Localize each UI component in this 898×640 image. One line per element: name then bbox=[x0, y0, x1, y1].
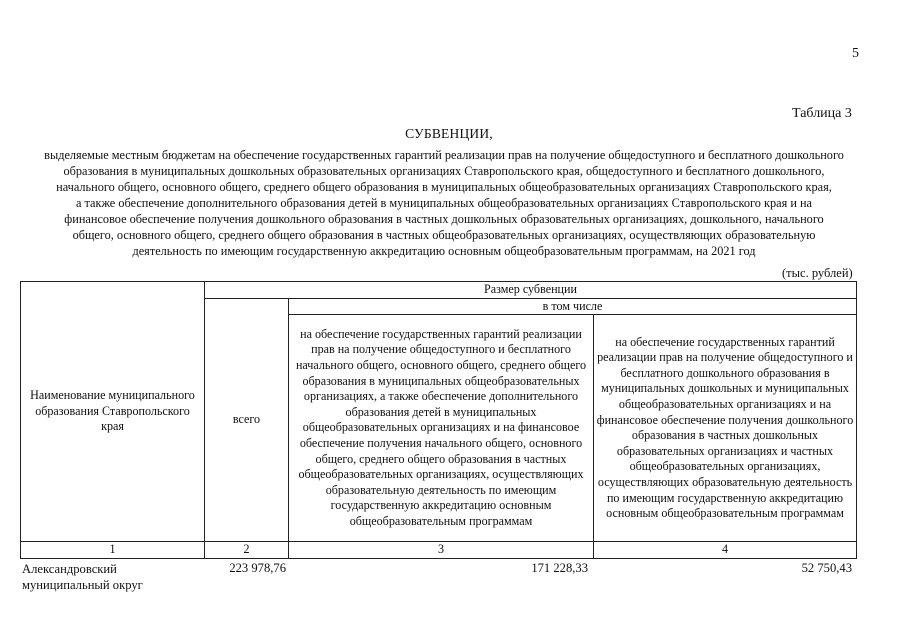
column-number: 3 bbox=[289, 542, 594, 559]
table-label: Таблица 3 bbox=[792, 106, 852, 121]
total-value: 223 978,76 bbox=[229, 561, 286, 575]
column-header-name-text: Наименование муниципального образования Ставропольского края bbox=[30, 388, 195, 434]
column-header-preschool-education: на обеспечение государственных гарантий реализации прав на получение общедоступного и бесплатного дошкольного образования в муниципальных дошкольных и муниципальных общеобразовательных организациях и на финансовое обеспечение получения дошкольного образования в частных дошкольных образовательных организациях и частных общеобразовательных организациях, осуществляющих образовательную деятельность по имеющим государственную аккредитацию основным общеобразовательным программам bbox=[594, 315, 857, 542]
document-subtitle bbox=[18, 147, 870, 259]
subtitle-line: а также обеспечение дополнительного образования детей в муниципальных общеобразовательных организациях Ставропольского края и на bbox=[75, 196, 813, 210]
subtitle-line: начального общего, основного общего, среднего общего образования в муниципальных общеобразовательных организациях Ставропольского края, bbox=[56, 180, 832, 194]
column-header-total: всего bbox=[205, 298, 289, 542]
subtitle-line: общего, основного общего, среднего общего образования в частных общеобразовательных организациях, осуществляющих образовательную bbox=[72, 228, 816, 242]
column-header-size: Размер субвенции bbox=[205, 282, 857, 299]
column-header-name bbox=[21, 282, 205, 542]
subventions-table bbox=[20, 281, 857, 559]
subtitle-line: образования в муниципальных дошкольных образовательных организациях Ставропольского края, общедоступного и бесплатного дошкольного, bbox=[63, 164, 825, 178]
column-header-general-education: на обеспечение государственных гарантий реализации прав на получение общедоступного и бесплатного начального общего, основного общего, среднего общего образования в муниципальных общеобразовательных организациях, а также обеспечение дополнительного образования детей в муниципальных общеобразовательных организациях и на финансовое обеспечение получения начального общего, основного общего, среднего общего образования в частных общеобразовательных организациях, осуществляющих образовательную деятельность по имеющим государственную аккредитацию основным общеобразовательным программам bbox=[289, 315, 594, 542]
preschool-education-value: 52 750,43 bbox=[801, 561, 852, 575]
column-header-including: в том числе bbox=[289, 298, 857, 315]
general-education-value: 171 228,33 bbox=[531, 561, 588, 575]
page-number: 5 bbox=[852, 46, 859, 61]
table-row bbox=[20, 561, 856, 595]
column-number: 4 bbox=[594, 542, 857, 559]
subtitle-line: выделяемые местным бюджетам на обеспечение государственных гарантий реализации прав на получение общедоступного и бесплатного дошкольного bbox=[44, 148, 844, 162]
column-number: 2 bbox=[205, 542, 289, 559]
units-label: (тыс. рублей) bbox=[782, 266, 853, 280]
subtitle-line: финансовое обеспечение получения дошкольного образования в частных дошкольных образовательных организациях, дошкольного, начального bbox=[64, 212, 824, 226]
subtitle-line: деятельность по имеющим государственную аккредитацию основным общеобразовательным программам, на 2021 год bbox=[132, 244, 756, 258]
column-number: 1 bbox=[21, 542, 205, 559]
municipality-name: Александровский муниципальный округ bbox=[22, 562, 143, 592]
document-title: СУБВЕНЦИИ, bbox=[405, 126, 493, 141]
